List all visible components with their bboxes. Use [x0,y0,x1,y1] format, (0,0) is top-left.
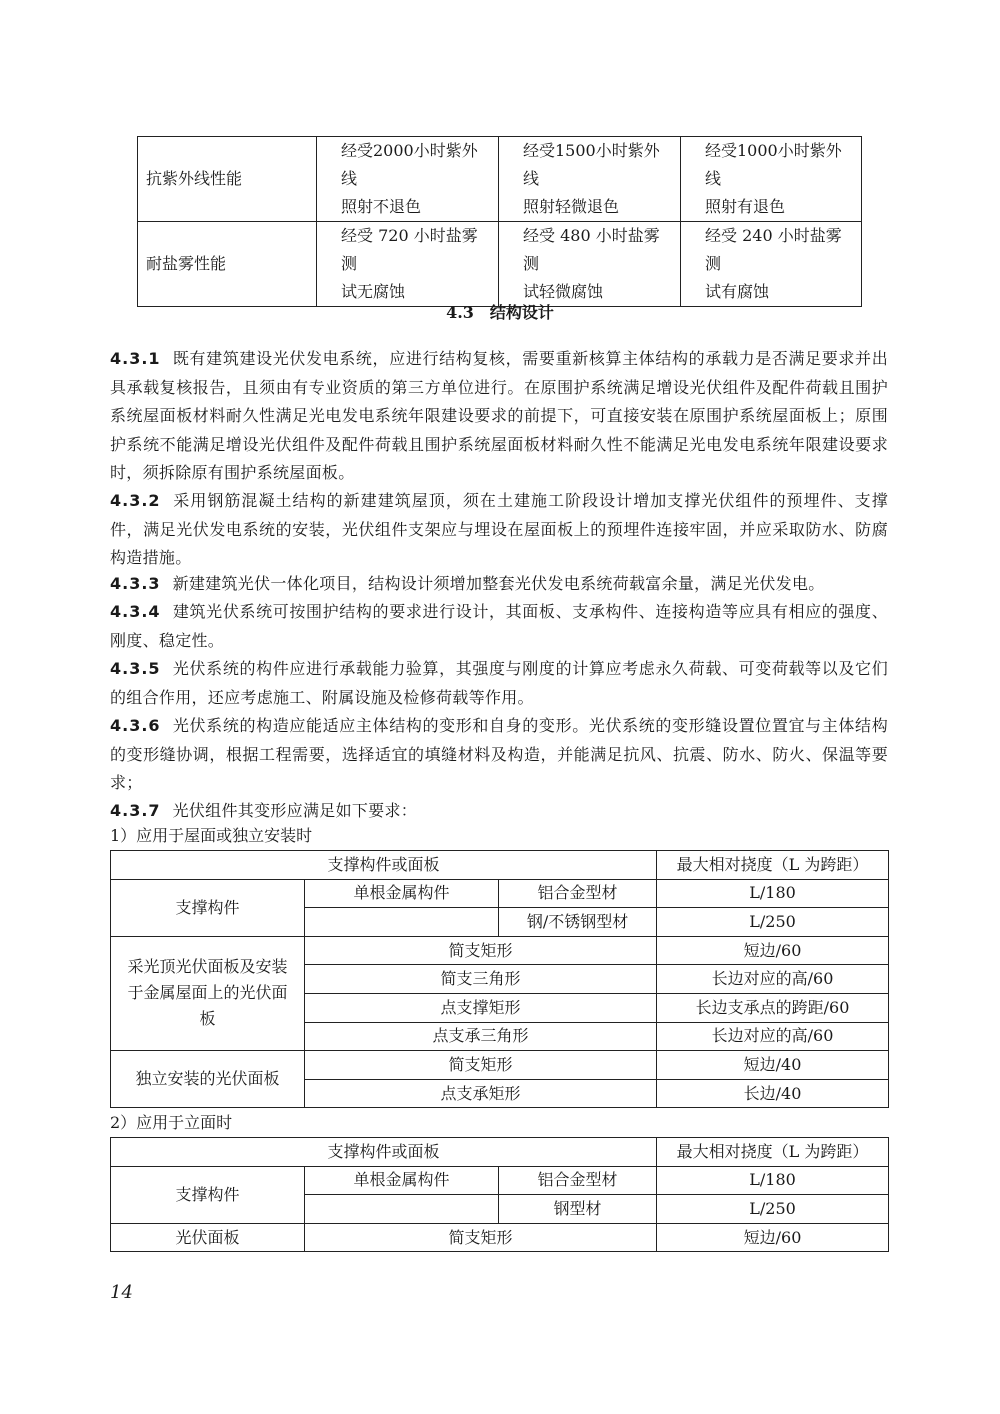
value-cell: L/180 [657,879,889,908]
section-title: 4.3 结构设计 [446,303,554,322]
table-cell: 经受 480 小时盐雾测 试轻微腐蚀 [499,222,681,307]
value-cell: 长边/40 [657,1079,889,1108]
roof-deflection-table [110,850,889,1108]
table-cell: 经受2000小时紫外线 照射不退色 [317,137,499,222]
clause-4-3-3: 4.3.3 新建建筑光伏一体化项目，结构设计须增加整套光伏发电系统荷载富余量，满足光伏发电。 [110,574,825,593]
row-label: 抗紫外线性能 [138,137,317,222]
material-cell: 铝合金型材 [499,1166,657,1195]
subheading-roof: 1）应用于屋面或独立安装时 [110,826,313,845]
material-cell: 铝合金型材 [499,879,657,908]
header-left: 支撑构件或面板 [111,851,657,880]
support-label: 支撑构件 [111,1166,305,1223]
facade-deflection-table [110,1137,889,1252]
material-cell: 钢型材 [499,1195,657,1224]
value-cell: L/180 [657,1166,889,1195]
material-cell: 钢/不锈钢型材 [499,908,657,937]
clause-4-3-4: 4.3.4 建筑光伏系统可按围护结构的要求进行设计，其面板、支承构件、连接构造等应具有相应的强度、刚度、稳定性。 [110,602,888,650]
header-right: 最大相对挠度（L 为跨距） [657,851,889,880]
header-right: 最大相对挠度（L 为跨距） [657,1138,889,1167]
table-row [111,1223,889,1252]
type-cell: 简支矩形 [305,1051,657,1080]
single-metal-label: 单根金属构件 [305,879,499,908]
table-row [138,137,862,222]
table-cell: 经受1500小时紫外线 照射轻微退色 [499,137,681,222]
type-cell: 点支承三角形 [305,1022,657,1051]
table-cell: 经受 720 小时盐雾测 试无腐蚀 [317,222,499,307]
support-label: 支撑构件 [111,879,305,936]
clause-4-3-7: 4.3.7 光伏组件其变形应满足如下要求： [110,801,418,820]
performance-table [137,136,862,307]
page-number: 14 [110,1282,133,1303]
empty-cell [305,908,499,937]
table-cell: 经受1000小时紫外线 照射有退色 [681,137,862,222]
value-cell: L/250 [657,1195,889,1224]
subheading-facade: 2）应用于立面时 [110,1113,233,1132]
standalone-label: 独立安装的光伏面板 [111,1051,305,1108]
value-cell: 短边/40 [657,1051,889,1080]
table-row [111,879,889,908]
type-cell: 简支三角形 [305,965,657,994]
value-cell: 长边支承点的跨距/60 [657,993,889,1022]
clause-4-3-2: 4.3.2 采用钢筋混凝土结构的新建建筑屋顶，须在土建施工阶段设计增加支撑光伏组件的预埋件、支撑件，满足光伏发电系统的安装，光伏组件支架应与埋设在屋面板上的预埋件连接牢固，并应采取防水、防腐构造措施。 [110,491,888,567]
table-row [138,222,862,307]
value-cell: L/250 [657,908,889,937]
table-row [111,1051,889,1080]
value-cell: 长边对应的高/60 [657,1022,889,1051]
value-cell: 短边/60 [657,1223,889,1252]
row-label: 耐盐雾性能 [138,222,317,307]
clause-4-3-6: 4.3.6 光伏系统的构造应能适应主体结构的变形和自身的变形。光伏系统的变形缝设置位置宜与主体结构的变形缝协调，根据工程需要，选择适宜的填缝材料及构造，并能满足抗风、抗震、防水、防火、保温等要求； [110,716,888,792]
value-cell: 长边对应的高/60 [657,965,889,994]
panel-label: 光伏面板 [111,1223,305,1252]
type-cell: 点支承矩形 [305,1079,657,1108]
table-header-row [111,851,889,880]
type-cell: 简支矩形 [305,1223,657,1252]
table-cell: 经受 240 小时盐雾测 试有腐蚀 [681,222,862,307]
value-cell: 短边/60 [657,936,889,965]
single-metal-label: 单根金属构件 [305,1166,499,1195]
table-header-row [111,1138,889,1167]
skylight-label: 采光顶光伏面板及安装于金属屋面上的光伏面板 [111,936,305,1050]
type-cell: 简支矩形 [305,936,657,965]
table-row [111,936,889,965]
type-cell: 点支撑矩形 [305,993,657,1022]
clause-4-3-5: 4.3.5 光伏系统的构件应进行承载能力验算，其强度与刚度的计算应考虑永久荷载、可变荷载等以及它们的组合作用，还应考虑施工、附属设施及检修荷载等作用。 [110,659,888,707]
clause-4-3-1: 4.3.1 既有建筑建设光伏发电系统，应进行结构复核，需要重新核算主体结构的承载力是否满足要求并出具承载复核报告，且须由有专业资质的第三方单位进行。在原围护系统满足增设光伏组件及配件荷载且围护系统屋面板材料耐久性满足光电发电系统年限建设要求的前提下，可直接安装在原围护系统屋面板上；原围护系统不能满足增设光伏组件及配件荷载且围护系统屋面板材料耐久性不能满足光电发电系统年限建设要求时，须拆除原有围护系统屋面板。 [110,349,888,482]
table-row [111,1166,889,1195]
header-left: 支撑构件或面板 [111,1138,657,1167]
empty-cell [305,1195,499,1224]
